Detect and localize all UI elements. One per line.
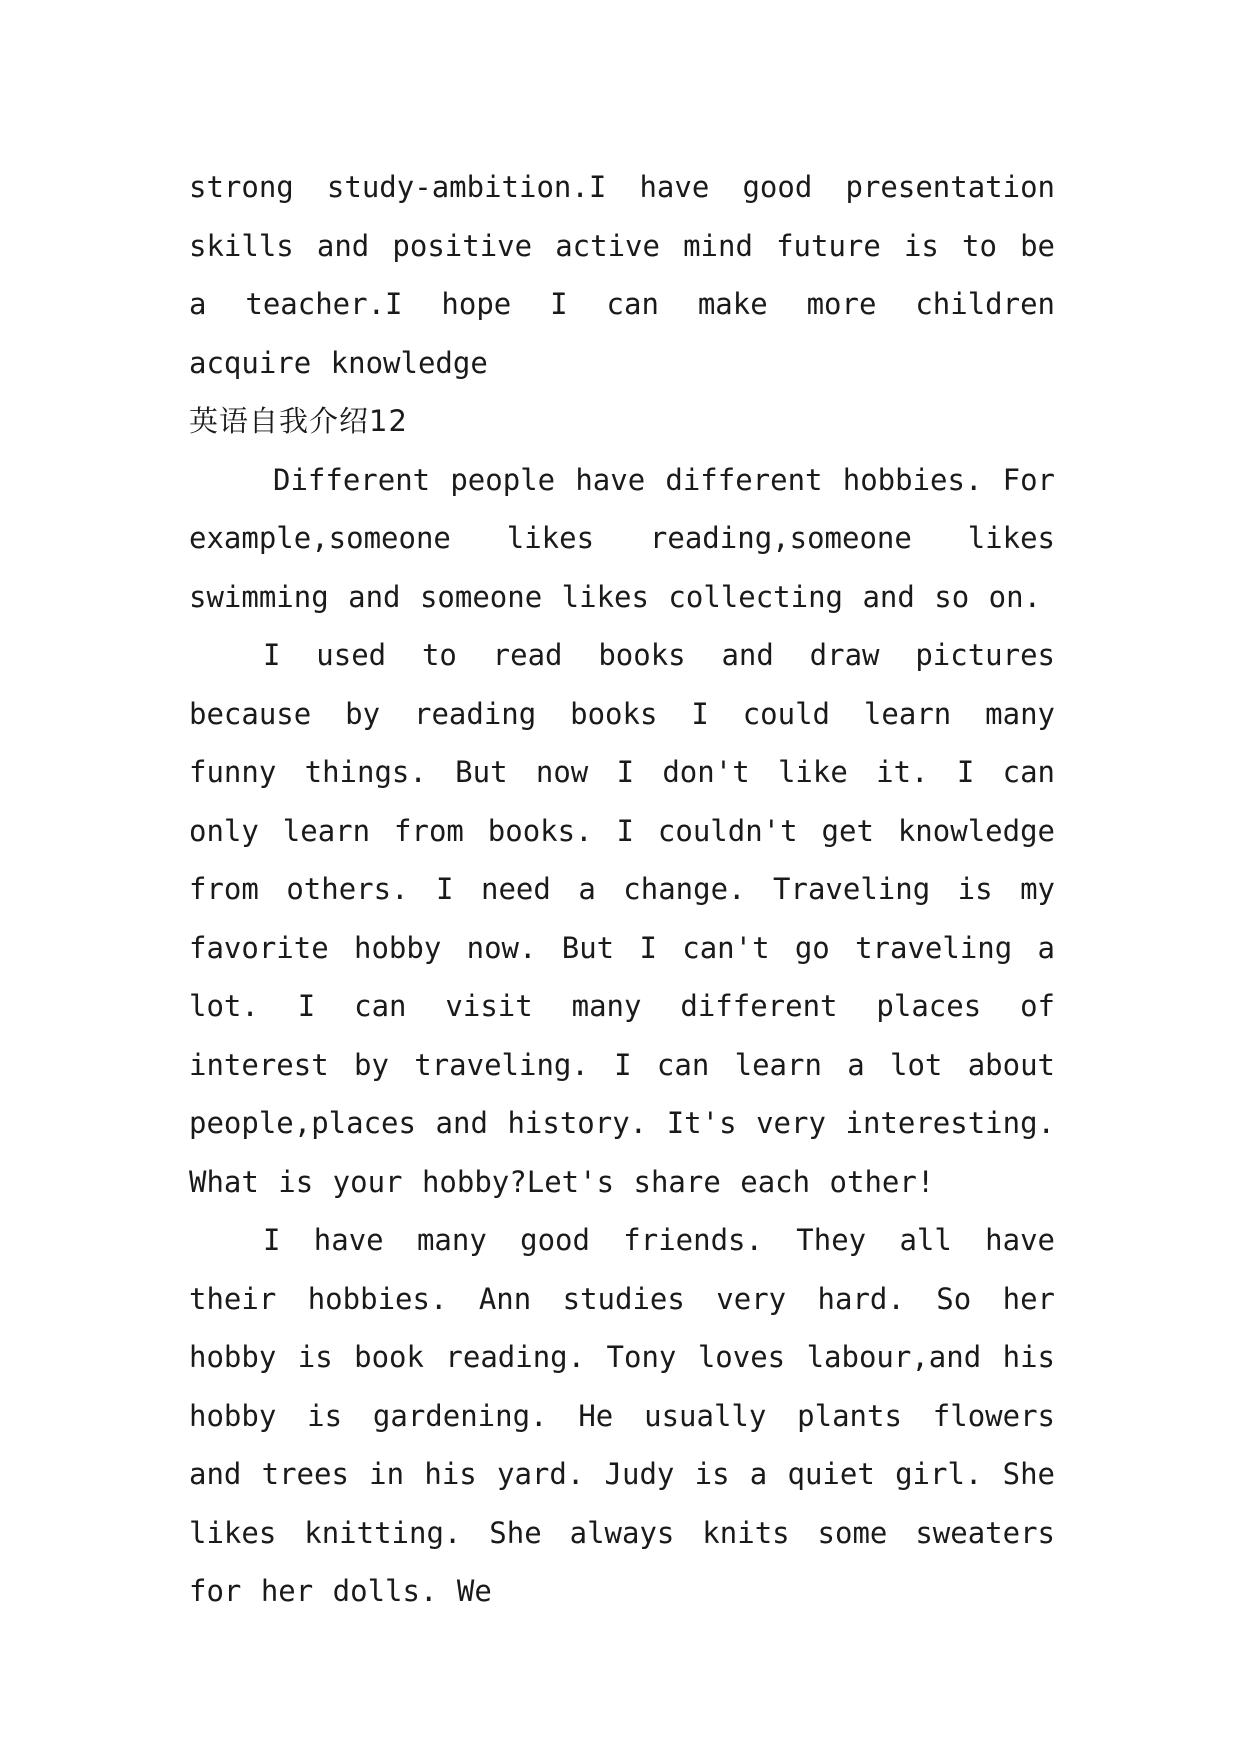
paragraph-friends: I have many good friends. They all have their hobbies. Ann studies very hard. So her hobby is book reading. Tony loves labour,and his hobby is gardening. He usually plants flowers and trees in his yard. Judy is a quiet girl. She likes knitting. She always knits some sweaters for her dolls. We xyxy=(189,1223,1055,1608)
paragraph-continued: strong study-ambition.I have good presentation skills and positive active mind future is to be a teacher.I hope I can make more children acquire knowledge xyxy=(189,170,1055,380)
paragraph-hobbies-intro: Different people have different hobbies. For example,someone likes reading,someone likes swimming and someone likes collecting and so on. xyxy=(189,462,1055,614)
document-page xyxy=(189,158,1055,1621)
section-heading: 英语自我介绍12 xyxy=(189,404,408,438)
paragraph-reading-traveling: I used to read books and draw pictures because by reading books I could learn many funny things. But now I don't like it. I can only learn from books. I couldn't get knowledge from others. I need a change. Traveling is my favorite hobby now. But I can't go traveling a lot. I can visit many different places of interest by traveling. I can learn a lot about people,places and history. It's very interesting. What is your hobby?Let's share each other! xyxy=(189,638,1055,1199)
